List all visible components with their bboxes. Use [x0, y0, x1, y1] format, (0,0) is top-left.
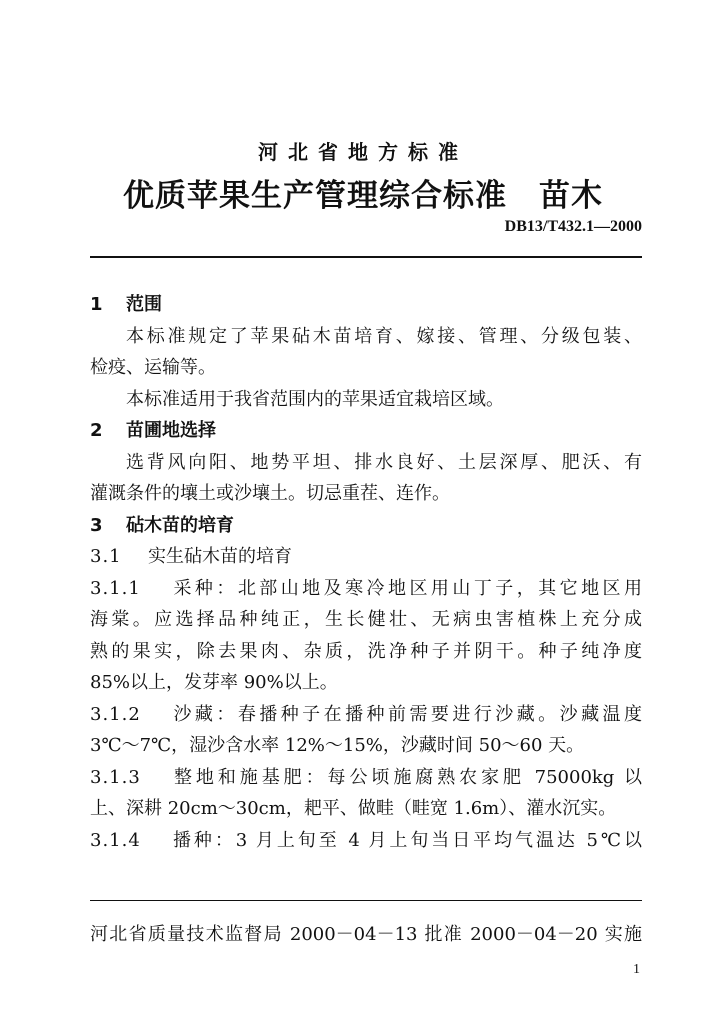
paragraph-line: 选背风向阳、地势平坦、排水良好、土层深厚、肥沃、有 — [126, 451, 642, 473]
paragraph-line: 本标准适用于我省范围内的苹果适宜栽培区域。 — [126, 388, 504, 410]
paragraph-line: 上、深耕 20cm～30cm，耙平、做畦（畦宽 1.6m）、灌水沉实。 — [90, 798, 617, 819]
clause-number: 3.1.2 — [90, 703, 141, 725]
section-title: 砧木苗的培育 — [126, 514, 234, 536]
section-heading — [90, 289, 642, 321]
clause-line — [90, 825, 642, 857]
document-body — [90, 289, 642, 856]
footer-divider — [90, 900, 642, 901]
clause-number: 3.1.1 — [90, 577, 141, 599]
paragraph-line: 海棠。应选择品种纯正，生长健壮、无病虫害植株上充分成 — [90, 609, 642, 630]
clause-text: 整地和施基肥：每公顷施腐熟农家肥 75000kg 以 — [170, 766, 642, 788]
paragraph-line: 3℃～7℃，湿沙含水率 12%～15%，沙藏时间 50～60 天。 — [90, 735, 585, 756]
page-number: 1 — [633, 962, 640, 977]
section-heading — [90, 510, 642, 542]
clause-text: 播种：3 月上旬至 4 月上旬当日平均气温达 5℃以 — [170, 829, 642, 851]
clause-line — [90, 573, 642, 605]
clause-number: 3.1.3 — [90, 766, 141, 788]
header-divider — [90, 256, 642, 258]
paragraph-line: 本标准规定了苹果砧木苗培育、嫁接、管理、分级包装、 — [126, 325, 642, 347]
subsection-number: 3.1 — [90, 546, 122, 567]
section-number: 1 — [90, 294, 103, 315]
paragraph-line: 熟的果实，除去果肉、杂质，洗净种子并阴干。种子纯净度 — [90, 640, 642, 662]
paragraph-line: 检疫、运输等。 — [90, 357, 216, 378]
section-number: 3 — [90, 514, 103, 536]
clause-text: 采种：北部山地及寒冷地区用山丁子，其它地区用 — [170, 577, 642, 599]
document-title: 优质苹果生产管理综合标准 苗木 — [123, 178, 603, 214]
paragraph-line: 85%以上，发芽率 90%以上。 — [90, 672, 338, 693]
subsection-title: 实生砧木苗的培育 — [148, 546, 292, 567]
clause-text: 沙藏：春播种子在播种前需要进行沙藏。沙藏温度 — [170, 703, 642, 725]
issuing-organization: 河北省地方标准 — [258, 140, 468, 164]
paragraph-line: 灌溉条件的壤土或沙壤土。切忌重茬、连作。 — [90, 483, 450, 504]
clause-line — [90, 699, 642, 731]
section-number: 2 — [90, 420, 103, 441]
section-heading — [90, 415, 642, 447]
approval-line: 河北省质量技术监督局 2000－04－13 批准 2000－04－20 实施 — [90, 924, 642, 945]
section-title: 范围 — [126, 294, 162, 315]
document-number: DB13/T432.1—2000 — [504, 218, 642, 235]
clause-line — [90, 762, 642, 794]
clause-number: 3.1.4 — [90, 829, 141, 851]
section-title: 苗圃地选择 — [126, 420, 216, 441]
subsection-heading — [90, 541, 642, 573]
